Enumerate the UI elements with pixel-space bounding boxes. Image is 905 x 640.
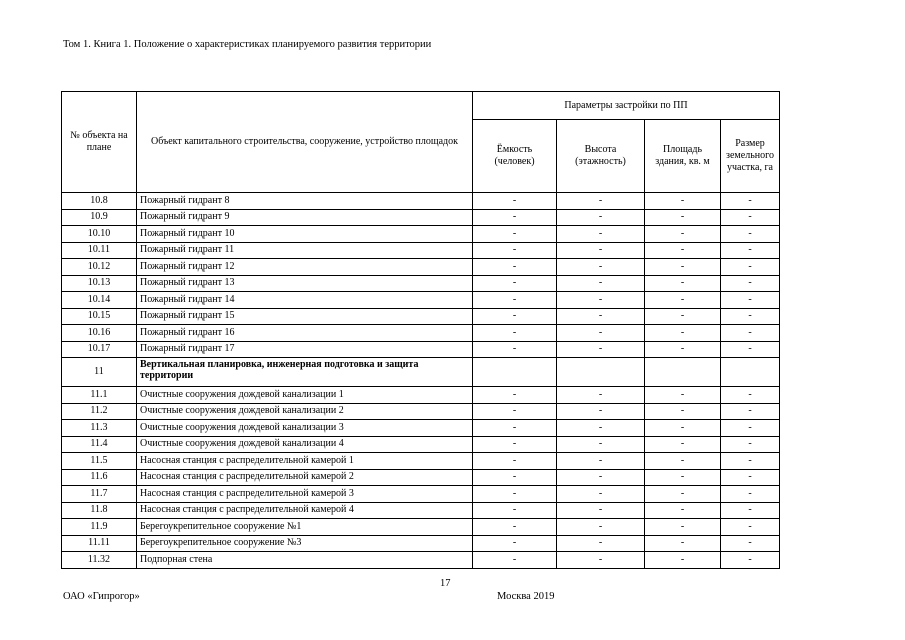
row-plot-size: - xyxy=(721,420,780,437)
section-number: 11 xyxy=(62,358,137,387)
row-area: - xyxy=(645,469,721,486)
table-row xyxy=(62,420,780,437)
row-area: - xyxy=(645,552,721,569)
table-row xyxy=(62,552,780,569)
column-header-capacity: Ёмкость (человек) xyxy=(473,120,557,193)
table-row xyxy=(62,453,780,470)
document-header: Том 1. Книга 1. Положение о характеристиках планируемого развития территории xyxy=(63,39,432,50)
row-object-name: Пожарный гидрант 15 xyxy=(137,308,473,325)
row-number: 10.15 xyxy=(62,308,137,325)
row-object-name: Насосная станция с распределительной камерой 4 xyxy=(137,502,473,519)
row-capacity: - xyxy=(473,519,557,536)
row-number: 11.1 xyxy=(62,387,137,404)
parameters-table xyxy=(61,91,780,569)
row-area: - xyxy=(645,341,721,358)
row-object-name: Берегоукрепительное сооружение №3 xyxy=(137,535,473,552)
table-row xyxy=(62,469,780,486)
row-plot-size: - xyxy=(721,193,780,210)
row-height: - xyxy=(557,486,645,503)
row-area: - xyxy=(645,420,721,437)
row-plot-size: - xyxy=(721,387,780,404)
row-plot-size: - xyxy=(721,275,780,292)
row-number: 10.13 xyxy=(62,275,137,292)
row-object-name: Насосная станция с распределительной камерой 2 xyxy=(137,469,473,486)
footer-company: ОАО «Гипрогор» xyxy=(63,591,140,602)
row-capacity: - xyxy=(473,552,557,569)
table-row xyxy=(62,519,780,536)
row-capacity: - xyxy=(473,387,557,404)
row-plot-size: - xyxy=(721,226,780,243)
row-capacity: - xyxy=(473,502,557,519)
row-capacity: - xyxy=(473,292,557,309)
row-area: - xyxy=(645,486,721,503)
column-header-object: Объект капитального строительства, сооружение, устройство площадок xyxy=(137,92,473,193)
row-height: - xyxy=(557,259,645,276)
row-capacity: - xyxy=(473,242,557,259)
row-object-name: Насосная станция с распределительной камерой 3 xyxy=(137,486,473,503)
row-plot-size: - xyxy=(721,502,780,519)
section-empty-cell xyxy=(473,358,557,387)
row-plot-size: - xyxy=(721,259,780,276)
footer-city-year: Москва 2019 xyxy=(497,591,555,602)
row-plot-size: - xyxy=(721,341,780,358)
table-row xyxy=(62,193,780,210)
page-number: 17 xyxy=(440,578,451,589)
row-number: 11.9 xyxy=(62,519,137,536)
table-row xyxy=(62,341,780,358)
row-plot-size: - xyxy=(721,552,780,569)
row-number: 11.7 xyxy=(62,486,137,503)
row-height: - xyxy=(557,308,645,325)
row-object-name: Пожарный гидрант 10 xyxy=(137,226,473,243)
row-number: 10.14 xyxy=(62,292,137,309)
row-object-name: Очистные сооружения дождевой канализации 1 xyxy=(137,387,473,404)
row-object-name: Подпорная стена xyxy=(137,552,473,569)
table-row xyxy=(62,308,780,325)
row-area: - xyxy=(645,502,721,519)
row-capacity: - xyxy=(473,403,557,420)
section-empty-cell xyxy=(557,358,645,387)
row-area: - xyxy=(645,325,721,342)
row-capacity: - xyxy=(473,325,557,342)
column-header-area: Площадь здания, кв. м xyxy=(645,120,721,193)
table-row xyxy=(62,387,780,404)
section-row xyxy=(62,358,780,387)
table-row xyxy=(62,436,780,453)
row-height: - xyxy=(557,341,645,358)
row-height: - xyxy=(557,292,645,309)
row-object-name: Пожарный гидрант 11 xyxy=(137,242,473,259)
row-area: - xyxy=(645,308,721,325)
row-number: 10.17 xyxy=(62,341,137,358)
row-plot-size: - xyxy=(721,535,780,552)
row-capacity: - xyxy=(473,420,557,437)
row-capacity: - xyxy=(473,259,557,276)
row-capacity: - xyxy=(473,486,557,503)
row-number: 10.9 xyxy=(62,209,137,226)
row-plot-size: - xyxy=(721,308,780,325)
table-row xyxy=(62,535,780,552)
row-height: - xyxy=(557,552,645,569)
row-area: - xyxy=(645,453,721,470)
row-number: 11.8 xyxy=(62,502,137,519)
row-height: - xyxy=(557,226,645,243)
table-row xyxy=(62,259,780,276)
row-capacity: - xyxy=(473,226,557,243)
table-row xyxy=(62,242,780,259)
column-header-height: Высота (этажность) xyxy=(557,120,645,193)
row-object-name: Очистные сооружения дождевой канализации 3 xyxy=(137,420,473,437)
row-plot-size: - xyxy=(721,292,780,309)
row-plot-size: - xyxy=(721,469,780,486)
row-height: - xyxy=(557,502,645,519)
row-number: 11.3 xyxy=(62,420,137,437)
row-area: - xyxy=(645,436,721,453)
row-height: - xyxy=(557,469,645,486)
row-height: - xyxy=(557,193,645,210)
row-plot-size: - xyxy=(721,209,780,226)
row-capacity: - xyxy=(473,341,557,358)
row-plot-size: - xyxy=(721,325,780,342)
row-object-name: Насосная станция с распределительной камерой 1 xyxy=(137,453,473,470)
row-plot-size: - xyxy=(721,403,780,420)
row-area: - xyxy=(645,292,721,309)
table-row xyxy=(62,502,780,519)
table-row xyxy=(62,226,780,243)
column-header-plot-size: Размер земельного участка, га xyxy=(721,120,780,193)
row-number: 11.2 xyxy=(62,403,137,420)
table-header-row xyxy=(62,92,780,120)
table-row xyxy=(62,325,780,342)
row-height: - xyxy=(557,519,645,536)
row-height: - xyxy=(557,453,645,470)
row-object-name: Пожарный гидрант 9 xyxy=(137,209,473,226)
row-capacity: - xyxy=(473,469,557,486)
section-empty-cell xyxy=(645,358,721,387)
row-capacity: - xyxy=(473,209,557,226)
row-number: 11.4 xyxy=(62,436,137,453)
row-capacity: - xyxy=(473,453,557,470)
row-area: - xyxy=(645,403,721,420)
row-object-name: Берегоукрепительное сооружение №1 xyxy=(137,519,473,536)
row-area: - xyxy=(645,519,721,536)
row-plot-size: - xyxy=(721,519,780,536)
row-plot-size: - xyxy=(721,436,780,453)
row-capacity: - xyxy=(473,436,557,453)
section-title: Вертикальная планировка, инженерная подготовка и защита территории xyxy=(137,358,473,387)
row-height: - xyxy=(557,325,645,342)
row-object-name: Пожарный гидрант 12 xyxy=(137,259,473,276)
row-capacity: - xyxy=(473,535,557,552)
row-number: 10.8 xyxy=(62,193,137,210)
section-empty-cell xyxy=(721,358,780,387)
row-capacity: - xyxy=(473,275,557,292)
row-number: 11.6 xyxy=(62,469,137,486)
row-area: - xyxy=(645,535,721,552)
row-area: - xyxy=(645,275,721,292)
row-plot-size: - xyxy=(721,453,780,470)
column-group-parameters: Параметры застройки по ПП xyxy=(473,92,780,120)
row-number: 10.11 xyxy=(62,242,137,259)
row-height: - xyxy=(557,535,645,552)
row-object-name: Пожарный гидрант 16 xyxy=(137,325,473,342)
column-header-number: № объекта на плане xyxy=(62,92,137,193)
row-number: 10.10 xyxy=(62,226,137,243)
row-capacity: - xyxy=(473,308,557,325)
row-height: - xyxy=(557,209,645,226)
row-object-name: Пожарный гидрант 17 xyxy=(137,341,473,358)
row-area: - xyxy=(645,209,721,226)
row-number: 10.16 xyxy=(62,325,137,342)
row-height: - xyxy=(557,387,645,404)
table-row xyxy=(62,209,780,226)
row-area: - xyxy=(645,226,721,243)
row-height: - xyxy=(557,420,645,437)
row-number: 11.11 xyxy=(62,535,137,552)
row-object-name: Пожарный гидрант 13 xyxy=(137,275,473,292)
row-number: 10.12 xyxy=(62,259,137,276)
row-area: - xyxy=(645,259,721,276)
table-row xyxy=(62,275,780,292)
row-plot-size: - xyxy=(721,486,780,503)
row-area: - xyxy=(645,242,721,259)
row-height: - xyxy=(557,242,645,259)
row-height: - xyxy=(557,436,645,453)
row-object-name: Пожарный гидрант 14 xyxy=(137,292,473,309)
row-height: - xyxy=(557,403,645,420)
table-row xyxy=(62,292,780,309)
table-row xyxy=(62,486,780,503)
row-object-name: Пожарный гидрант 8 xyxy=(137,193,473,210)
row-capacity: - xyxy=(473,193,557,210)
row-area: - xyxy=(645,193,721,210)
row-object-name: Очистные сооружения дождевой канализации 4 xyxy=(137,436,473,453)
row-number: 11.5 xyxy=(62,453,137,470)
row-height: - xyxy=(557,275,645,292)
row-plot-size: - xyxy=(721,242,780,259)
row-object-name: Очистные сооружения дождевой канализации 2 xyxy=(137,403,473,420)
row-area: - xyxy=(645,387,721,404)
table-row xyxy=(62,403,780,420)
row-number: 11.32 xyxy=(62,552,137,569)
